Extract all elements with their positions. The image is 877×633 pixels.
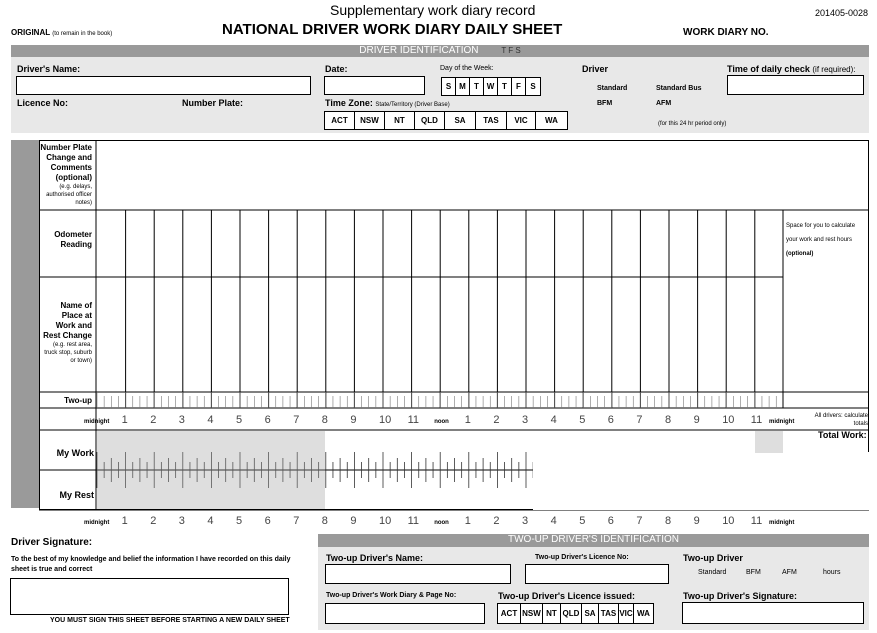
- day-mon[interactable]: M: [456, 78, 470, 95]
- two-up-driver-label: Two-up Driver: [683, 553, 743, 563]
- if-required-note: (if required):: [812, 65, 856, 74]
- midnight-end-label: midnight: [769, 419, 795, 425]
- calc-space-optional: (optional): [786, 251, 814, 257]
- odometer-label: Odometer Reading: [54, 230, 92, 249]
- zone-nsw[interactable]: NSW: [355, 112, 385, 129]
- work-diary-no-label: WORK DIARY NO.: [683, 27, 769, 38]
- hour-label-am: 8: [321, 414, 328, 426]
- hour-label-am: 10: [379, 414, 392, 426]
- hour-label-am: 7: [293, 414, 300, 426]
- two-up-licence-no-label: Two-up Driver's Licence No:: [535, 554, 629, 561]
- hour-label-am: 9: [350, 515, 357, 527]
- two-up-licence-issued-label: Two-up Driver's Licence issued:: [498, 591, 636, 601]
- main-title: NATIONAL DRIVER WORK DIARY DAILY SHEET: [222, 21, 563, 38]
- two-up-zone-qld[interactable]: QLD: [561, 604, 582, 623]
- two-up-diary-page-field[interactable]: [325, 603, 485, 624]
- number-plate-label: Number Plate:: [182, 98, 244, 108]
- two-up-diary-page-label: Two-up Driver's Work Diary & Page No:: [326, 592, 457, 599]
- two-up-name-field[interactable]: [325, 564, 511, 584]
- supplementary-title: Supplementary work diary record: [330, 2, 536, 18]
- licence-no-label: Licence No:: [17, 98, 69, 108]
- total-work-label: Total Work:: [818, 430, 867, 440]
- two-up-zone-act[interactable]: ACT: [498, 604, 521, 623]
- my-rest-label: My Rest: [59, 490, 94, 500]
- hour-label-am: 1: [121, 414, 128, 426]
- shaded-recorded-period: [97, 431, 325, 509]
- plate-change-optional: (optional): [55, 173, 92, 182]
- hour-label-am: 4: [207, 515, 214, 527]
- zone-nt[interactable]: NT: [385, 112, 415, 129]
- hour-label-pm: 2: [493, 515, 500, 527]
- driver-standard-option[interactable]: Standard: [597, 85, 628, 92]
- hour-label-pm: 8: [665, 515, 672, 527]
- hour-label-pm: 6: [607, 515, 614, 527]
- two-up-standard-option[interactable]: Standard: [698, 569, 727, 576]
- document-code: 201405-0028: [815, 8, 869, 18]
- hour-label-am: 11: [407, 515, 420, 527]
- two-up-signature-label: Two-up Driver's Signature:: [683, 591, 797, 601]
- hour-label-pm: 7: [636, 515, 643, 527]
- zone-qld[interactable]: QLD: [415, 112, 445, 129]
- hour-label-am: 5: [236, 414, 243, 426]
- two-up-bfm-option[interactable]: BFM: [746, 569, 761, 576]
- hour-label-pm: 9: [693, 515, 700, 527]
- driver-id-title: DRIVER IDENTIFICATION: [359, 45, 479, 56]
- hour-label-am: 8: [321, 515, 328, 527]
- hour-label-pm: 5: [579, 414, 586, 426]
- all-drivers-note: All drivers: calculate totals: [814, 413, 868, 427]
- hour-label-pm: 8: [665, 414, 672, 426]
- must-sign-notice: YOU MUST SIGN THIS SHEET BEFORE STARTING A NEW DAILY SHEET: [50, 617, 290, 624]
- zone-act[interactable]: ACT: [325, 112, 355, 129]
- hour-label-am: 5: [236, 515, 243, 527]
- hour-label-am: 3: [178, 414, 185, 426]
- hour-label-am: 3: [178, 515, 185, 527]
- zone-tas[interactable]: TAS: [476, 112, 507, 129]
- zone-wa[interactable]: WA: [545, 116, 558, 125]
- hour-label-pm: 3: [522, 515, 529, 527]
- two-up-hours-label: hours: [823, 569, 841, 576]
- hour-label-pm: 9: [693, 414, 700, 426]
- two-up-row-label: Two-up: [64, 396, 92, 405]
- two-up-licence-no-field[interactable]: [525, 564, 669, 584]
- two-up-zone-wa[interactable]: WA: [637, 609, 650, 618]
- two-up-zone-selector[interactable]: [497, 603, 654, 624]
- noon-label: noon: [434, 419, 449, 425]
- two-up-zone-tas[interactable]: TAS: [599, 604, 619, 623]
- day-of-week-label: Day of the Week:: [440, 65, 494, 72]
- hour-label-am: 9: [350, 414, 357, 426]
- hour-label-am: 11: [407, 414, 420, 426]
- time-zone-label: Time Zone: State/Territory (Driver Base): [325, 98, 450, 108]
- time-daily-check-label: Time of daily check (if required):: [727, 64, 856, 74]
- hour-label-am: 2: [150, 515, 157, 527]
- hour-label-pm: 11: [750, 515, 763, 527]
- zone-sa[interactable]: SA: [445, 112, 476, 129]
- hour-label-pm: 4: [550, 414, 557, 426]
- two-up-zone-vic[interactable]: VIC: [619, 604, 634, 623]
- period-note: (for this 24 hr period only): [658, 121, 727, 127]
- plate-change-note: (e.g. delays, authorised officer notes): [46, 184, 92, 206]
- hour-label-pm: 6: [607, 414, 614, 426]
- hour-label-pm: 11: [750, 414, 763, 426]
- hour-label-pm: 1: [464, 515, 471, 527]
- two-up-afm-option[interactable]: AFM: [782, 569, 797, 576]
- midnight-end-label: midnight: [769, 520, 795, 526]
- day-fri[interactable]: F: [512, 78, 526, 95]
- original-note: (to remain in the book): [52, 31, 113, 37]
- two-up-zone-nsw[interactable]: NSW: [521, 604, 543, 623]
- hour-label-pm: 3: [522, 414, 529, 426]
- hour-label-am: 4: [207, 414, 214, 426]
- day-thu[interactable]: T: [498, 78, 512, 95]
- hour-label-am: 1: [121, 515, 128, 527]
- hour-label-am: 6: [264, 515, 271, 527]
- hour-label-pm: 10: [722, 515, 735, 527]
- midnight-label: midnight: [84, 520, 110, 526]
- two-up-name-label: Two-up Driver's Name:: [326, 553, 423, 563]
- driver-id-bar-letters: T F S: [501, 46, 521, 55]
- driver-signature-field[interactable]: [10, 578, 289, 615]
- time-zone-note: State/Territory (Driver Base): [375, 102, 450, 108]
- hour-label-am: 7: [293, 515, 300, 527]
- hour-label-pm: 5: [579, 515, 586, 527]
- noon-label: noon: [434, 520, 449, 526]
- original-label: ORIGINAL (to remain in the book): [11, 28, 113, 37]
- hour-label-pm: 7: [636, 414, 643, 426]
- hour-label-am: 2: [150, 414, 157, 426]
- my-work-label: My Work: [56, 448, 94, 458]
- place-change-text: Name of Place at Work and Rest Change: [43, 301, 92, 340]
- hour-label-pm: 10: [722, 414, 735, 426]
- day-sat[interactable]: S: [530, 82, 536, 91]
- calc-space-note: Space for you to calculate your work and rest hours (optional): [786, 223, 856, 257]
- place-change-note: (e.g. rest area, truck stop, suburb or town): [44, 342, 92, 364]
- hour-label-pm: 1: [464, 414, 471, 426]
- two-up-signature-field[interactable]: [682, 602, 864, 624]
- day-sun[interactable]: S: [442, 78, 456, 95]
- two-up-bar: TWO-UP DRIVER'S IDENTIFICATION: [318, 534, 869, 547]
- zone-vic[interactable]: VIC: [507, 112, 536, 129]
- driver-signature-label: Driver Signature:: [11, 537, 93, 548]
- driver-bfm-option[interactable]: BFM: [597, 100, 613, 107]
- date-label: Date:: [325, 64, 348, 74]
- driver-type-label: Driver: [582, 64, 609, 74]
- hour-label-am: 6: [264, 414, 271, 426]
- two-up-zone-sa[interactable]: SA: [582, 604, 599, 623]
- midnight-label: midnight: [84, 419, 110, 425]
- two-up-zone-nt[interactable]: NT: [543, 604, 561, 623]
- blank-region: [533, 452, 869, 510]
- driver-standard-bus-option[interactable]: Standard Bus: [656, 85, 702, 92]
- declaration-text: To the best of my knowledge and belief the information I have recorded on this daily sheet is true and correct: [11, 556, 291, 573]
- hour-label-am: 10: [379, 515, 392, 527]
- plate-change-text: Number Plate Change and Comments: [40, 143, 92, 172]
- hour-label-pm: 4: [550, 515, 557, 527]
- day-tue[interactable]: T: [470, 78, 484, 95]
- shaded-late-period: [755, 431, 783, 453]
- hour-label-pm: 2: [493, 414, 500, 426]
- driver-afm-option[interactable]: AFM: [656, 100, 672, 107]
- day-wed[interactable]: W: [484, 78, 498, 95]
- drivers-name-label: Driver's Name:: [17, 64, 81, 74]
